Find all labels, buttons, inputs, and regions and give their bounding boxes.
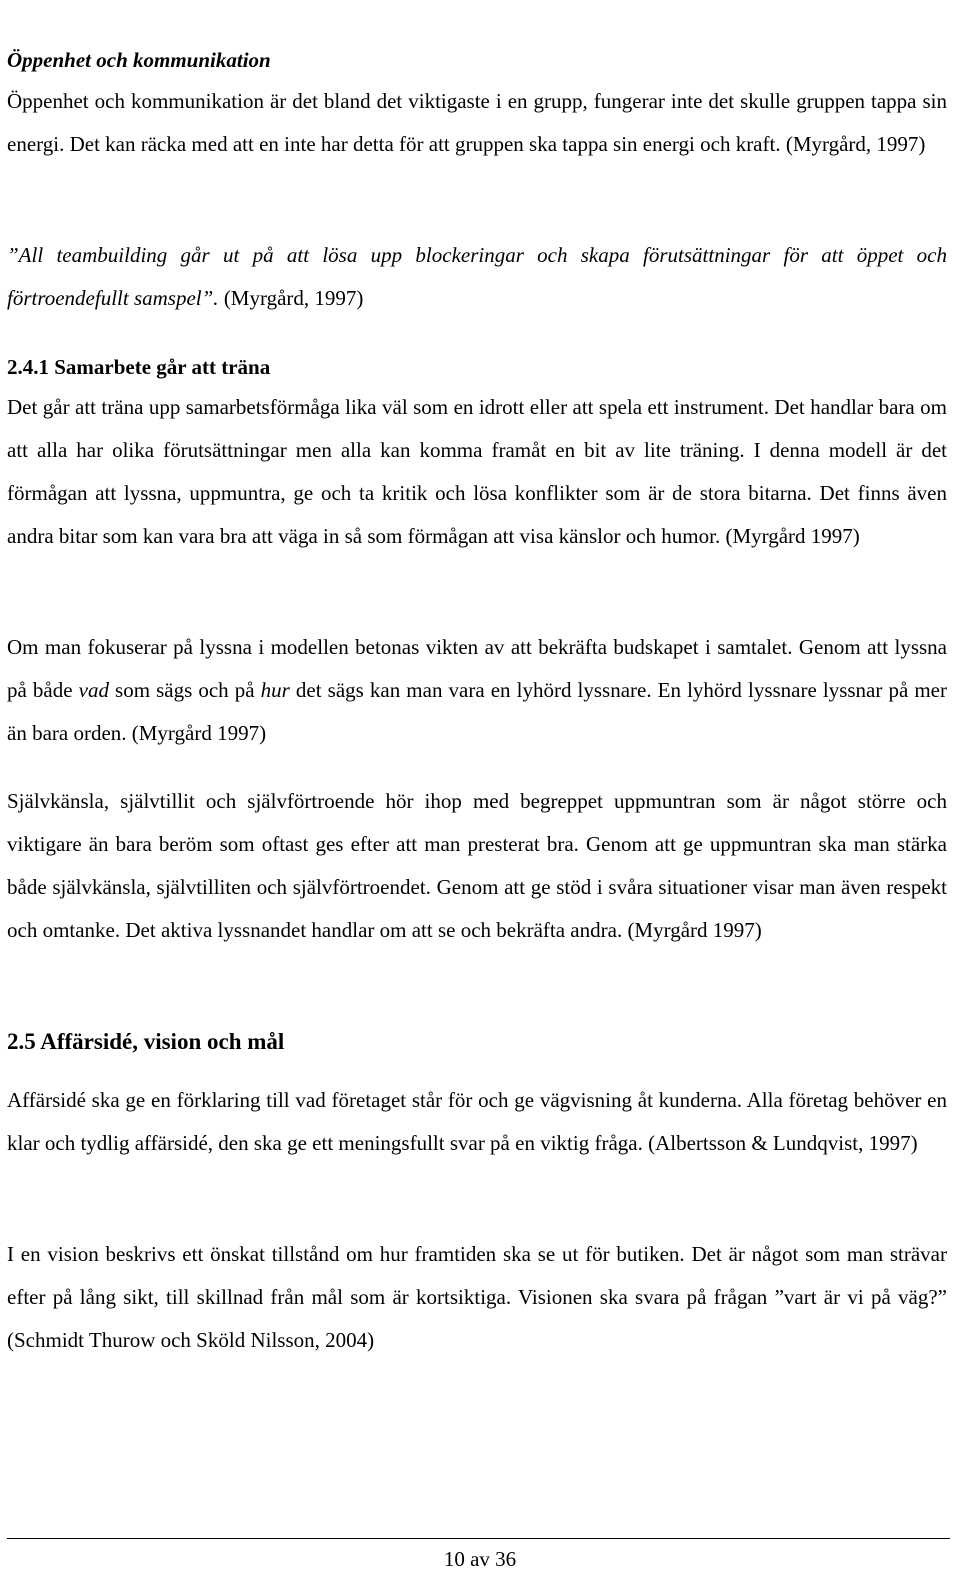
paragraph-samarbete-3: Självkänsla, självtillit och självförtroende hör ihop med begreppet uppmuntran som är något större och viktigare än bara beröm som oftast ges efter att man presterat bra. Genom att ge uppmuntran ska man stärka både självkänsla, självtilliten och självförtroendet. Genom att ge stöd i svåra situationer visar man även respekt och omtanke. Det aktiva lyssnandet handlar om att se och bekräfta andra. (Myrgård 1997) (7, 789, 947, 942)
paragraph-samarbete-1: Det går att träna upp samarbetsförmåga lika väl som en idrott eller att spela ett instrument. Det handlar bara om att alla har olika förutsättningar men alla kan komma framåt en bit av lite träning. I denna modell är det förmågan att lyssna, uppmuntra, ge och ta kritik och lösa konflikter som är de stora bitarna. Det finns även andra bitar som kan vara bra att väga in så som förmågan att visa känslor och humor. (Myrgård 1997) (7, 395, 947, 548)
paragraph-vision: I en vision beskrivs ett önskat tillstånd om hur framtiden ska se ut för butiken. Det är något som man strävar efter på lång sikt, till skillnad från mål som är kortsiktiga. Visionen ska svara på frågan ”vart är vi på väg?” (Schmidt Thurow och Sköld Nilsson, 2004) (7, 1242, 947, 1352)
emphasis-hur: hur (260, 678, 290, 702)
footer-divider (7, 1538, 950, 1539)
section-heading-2-5: 2.5 Affärsidé, vision och mål (7, 1029, 285, 1054)
quote-teambuilding (7, 234, 947, 320)
section-heading-2-4-1: 2.4.1 Samarbete går att träna (7, 355, 271, 379)
section-heading-openness: Öppenhet och kommunikation (7, 48, 271, 72)
emphasis-vad: vad (78, 678, 109, 702)
page-number: 10 av 36 (443, 1547, 517, 1571)
paragraph-affarside: Affärsidé ska ge en förklaring till vad företaget står för och ge vägvisning åt kunderna. Alla företag behöver en klar och tydlig affärsidé, den ska ge ett meningsfullt svar på en viktig fråga. (Albertsson & Lundqvist, 1997) (7, 1088, 947, 1155)
quote-citation: (Myrgård, 1997) (218, 286, 364, 310)
paragraph-openness: Öppenhet och kommunikation är det bland det viktigaste i en grupp, fungerar inte det skulle gruppen tappa sin energi. Det kan räcka med att en inte har detta för att gruppen ska tappa sin energi och kraft. (Myrgård, 1997) (7, 89, 947, 156)
paragraph-samarbete-2: Om man fokuserar på lyssna i modellen betonas vikten av att bekräfta budskapet i samtalet. Genom att lyssna på både vad som sägs och på hur det sägs kan man vara en lyhörd lyssnare. En lyhörd lyssnare lyssnar på mer än bara orden. (Myrgård 1997) (7, 635, 947, 745)
quote-text: ”All teambuilding går ut på att lösa upp blockeringar och skapa förutsättningar för att öppet och förtroendefullt samspel”. (7, 243, 947, 310)
